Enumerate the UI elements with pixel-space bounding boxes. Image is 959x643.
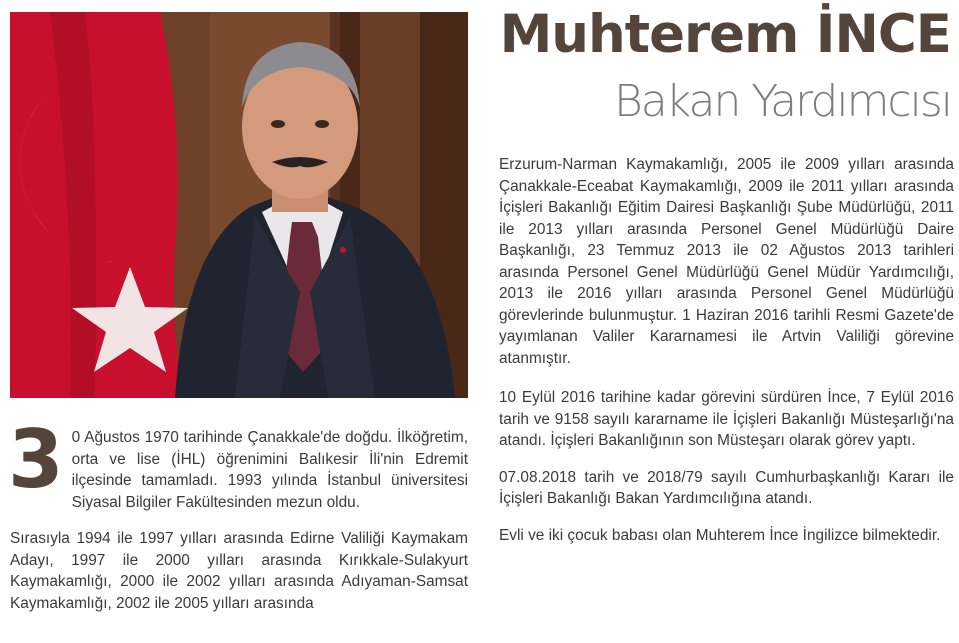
- right-column: [499, 154, 954, 561]
- drop-cap: 3: [8, 413, 64, 506]
- paragraph: 10 Eylül 2016 tarihine kadar görevini sürdüren İnce, 7 Eylül 2016 tarih ve 9158 sayılı kararname ile İçişleri Bakanlığı Müsteşarlığı'na atandı. İçişleri Bakanlığının son Müsteşarı olarak görev yaptı.: [499, 389, 954, 449]
- person-name: Muhterem İNCE: [499, 4, 951, 65]
- paragraph: Evli ve iki çocuk babası olan Muhterem İnce İngilizce bilmektedir.: [499, 526, 941, 544]
- person-title: Bakan Yardımcısı: [614, 76, 951, 127]
- paragraph-text: 0 Ağustos 1970 tarihinde Çanakkale'de doğdu. İlköğretim, orta ve lise (İHL) öğrenimini Balıkesir İli'nin Edremit ilçesinde tamamladı. 1993 yılında İstanbul üniversitesi Siyasal Bilgiler Fakültesinden mezun oldu.: [71, 429, 468, 511]
- paragraph: [8, 413, 468, 513]
- paragraph: Sırasıyla 1994 ile 1997 yılları arasında Edirne Valiliği Kaymakam Adayı, 1997 ile 2000 yılları arasında Kırıkkale-Sulakyurt Kaymakamlığı, 2000 ile 2002 yılları arasında Adıyaman-Samsat Kaymakamlığı, 2002 ile 2005 yılları arasında: [10, 530, 468, 612]
- left-column: [8, 413, 468, 629]
- portrait-photo: [10, 12, 468, 398]
- portrait-photo-icon: [10, 12, 468, 398]
- paragraph: Erzurum-Narman Kaymakamlığı, 2005 ile 2009 yılları arasında Çanakkale-Eceabat Kaymakamlığı, 2009 ile 2011 yılları arasında İçişleri Bakanlığı Eğitim Dairesi Başkanlığı Şube Müdürlüğü, 2011 ile 2013 yılları arasında Personel Genel Müdürlüğü Daire Başkanlığı, 23 Temmuz 2013 ile 02 Ağustos 2013 tarihleri arasında Personel Genel Müdürlüğü Genel Müdür Yardımcılığı, 2013 ile 2016 yılları arasında Personel Genel Müdürlüğü görevlerinde bulunmuştur. 1 Haziran 2016 tarihli Resmi Gazete'de yayımlanan Valiler Kararnamesi ile Artvin Valiliği görevine atanmıştır.: [499, 156, 954, 367]
- paragraph: 07.08.2018 tarih ve 2018/79 sayılı Cumhurbaşkanlığı Kararı ile İçişleri Bakanlığı Bakan Yardımcılığına atandı.: [499, 468, 954, 507]
